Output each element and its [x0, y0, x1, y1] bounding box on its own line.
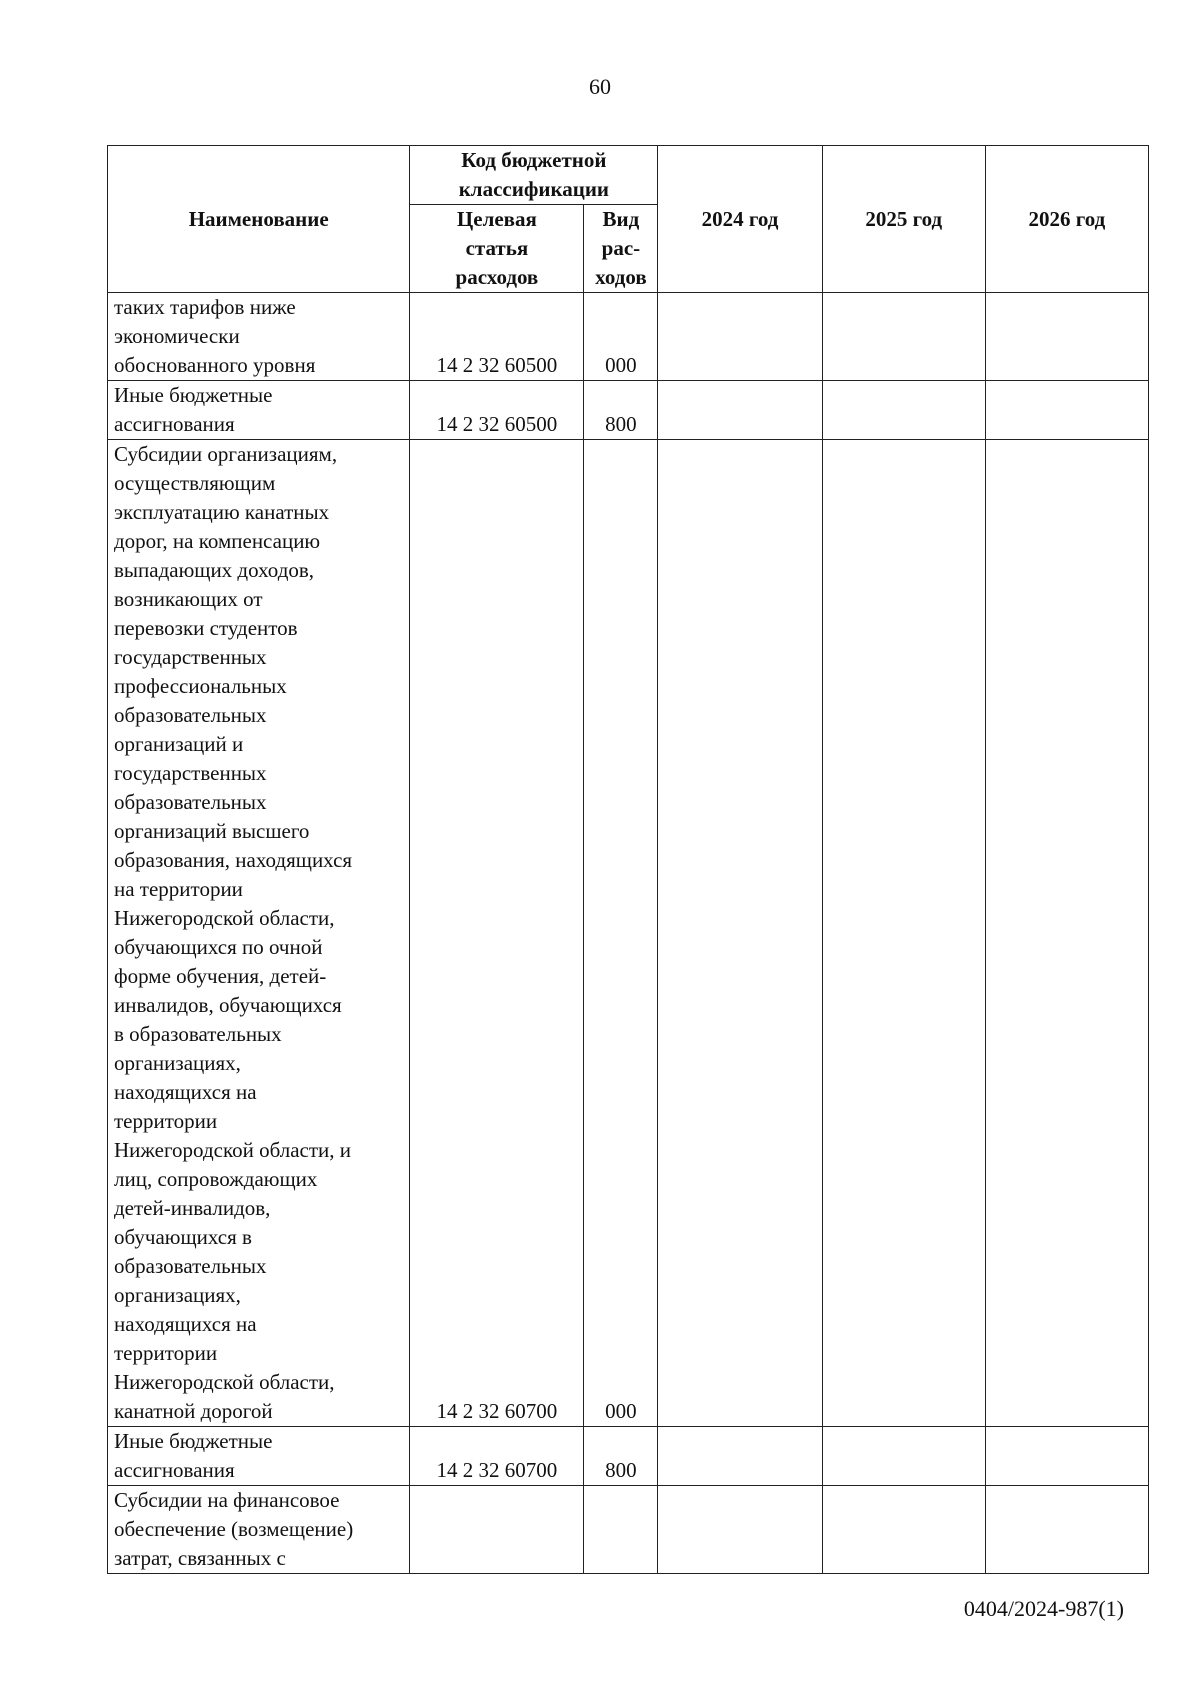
- row-amount-2026: [985, 1486, 1148, 1574]
- row-amount-2025: [822, 1486, 985, 1574]
- row-expense-kind: 800: [584, 381, 658, 440]
- table-row: [108, 1427, 1149, 1486]
- row-amount-2024: [658, 293, 822, 381]
- row-amount-2024: [658, 440, 822, 1427]
- row-expense-kind: [584, 1486, 658, 1574]
- row-name: Субсидии организациям, осуществляющим эксплуатацию канатных дорог, на компенсацию выпадающих доходов, возникающих от перевозки студентов государственных профессиональных образовательных организаций и государственных образовательных организаций высшего образования, находящихся на территории Нижегородской области, обучающихся по очной форме обучения, детей- инвалидов, обучающихся в образовательных организациях, находящихся на территории Нижегородской области, и лиц, сопровождающих детей-инвалидов, обучающихся в образовательных организациях, находящихся на территории Нижегородской области, канатной дорогой: [108, 440, 410, 1427]
- table-body: [108, 293, 1149, 1574]
- row-target-code: 14 2 32 60500: [410, 293, 584, 381]
- row-amount-2024: [658, 1427, 822, 1486]
- table-row: [108, 440, 1149, 1427]
- row-amount-2025: [822, 293, 985, 381]
- row-name: таких тарифов ниже экономически обоснованного уровня: [108, 293, 410, 381]
- table-row: [108, 293, 1149, 381]
- row-name: Иные бюджетные ассигнования: [108, 381, 410, 440]
- row-expense-kind: 000: [584, 440, 658, 1427]
- row-target-code: 14 2 32 60500: [410, 381, 584, 440]
- row-expense-kind: 000: [584, 293, 658, 381]
- row-amount-2026: [985, 293, 1148, 381]
- table-row: [108, 1486, 1149, 1574]
- row-target-code: [410, 1486, 584, 1574]
- row-amount-2026: [985, 440, 1148, 1427]
- row-amount-2024: [658, 1486, 822, 1574]
- header-year-2026: 2026 год: [985, 146, 1148, 293]
- budget-table: [107, 145, 1149, 1574]
- table-row: [108, 381, 1149, 440]
- document-code: 0404/2024-987(1): [963, 1596, 1124, 1621]
- header-year-2024: 2024 год: [658, 146, 822, 293]
- row-amount-2025: [822, 440, 985, 1427]
- row-name: Субсидии на финансовое обеспечение (возмещение) затрат, связанных с: [108, 1486, 410, 1574]
- header-name: Наименование: [108, 146, 410, 293]
- page-number: 60: [589, 74, 611, 99]
- header-year-2025: 2025 год: [822, 146, 985, 293]
- header-target-article: Целевая статья расходов: [410, 205, 584, 293]
- row-amount-2025: [822, 381, 985, 440]
- header-code-group: Код бюджетной классификации: [410, 146, 658, 205]
- row-target-code: 14 2 32 60700: [410, 1427, 584, 1486]
- row-name: Иные бюджетные ассигнования: [108, 1427, 410, 1486]
- row-target-code: 14 2 32 60700: [410, 440, 584, 1427]
- row-amount-2025: [822, 1427, 985, 1486]
- row-amount-2026: [985, 381, 1148, 440]
- row-amount-2026: [985, 1427, 1148, 1486]
- row-expense-kind: 800: [584, 1427, 658, 1486]
- row-amount-2024: [658, 381, 822, 440]
- table-header: [108, 146, 1149, 293]
- header-expense-kind: Вид рас- ходов: [584, 205, 658, 293]
